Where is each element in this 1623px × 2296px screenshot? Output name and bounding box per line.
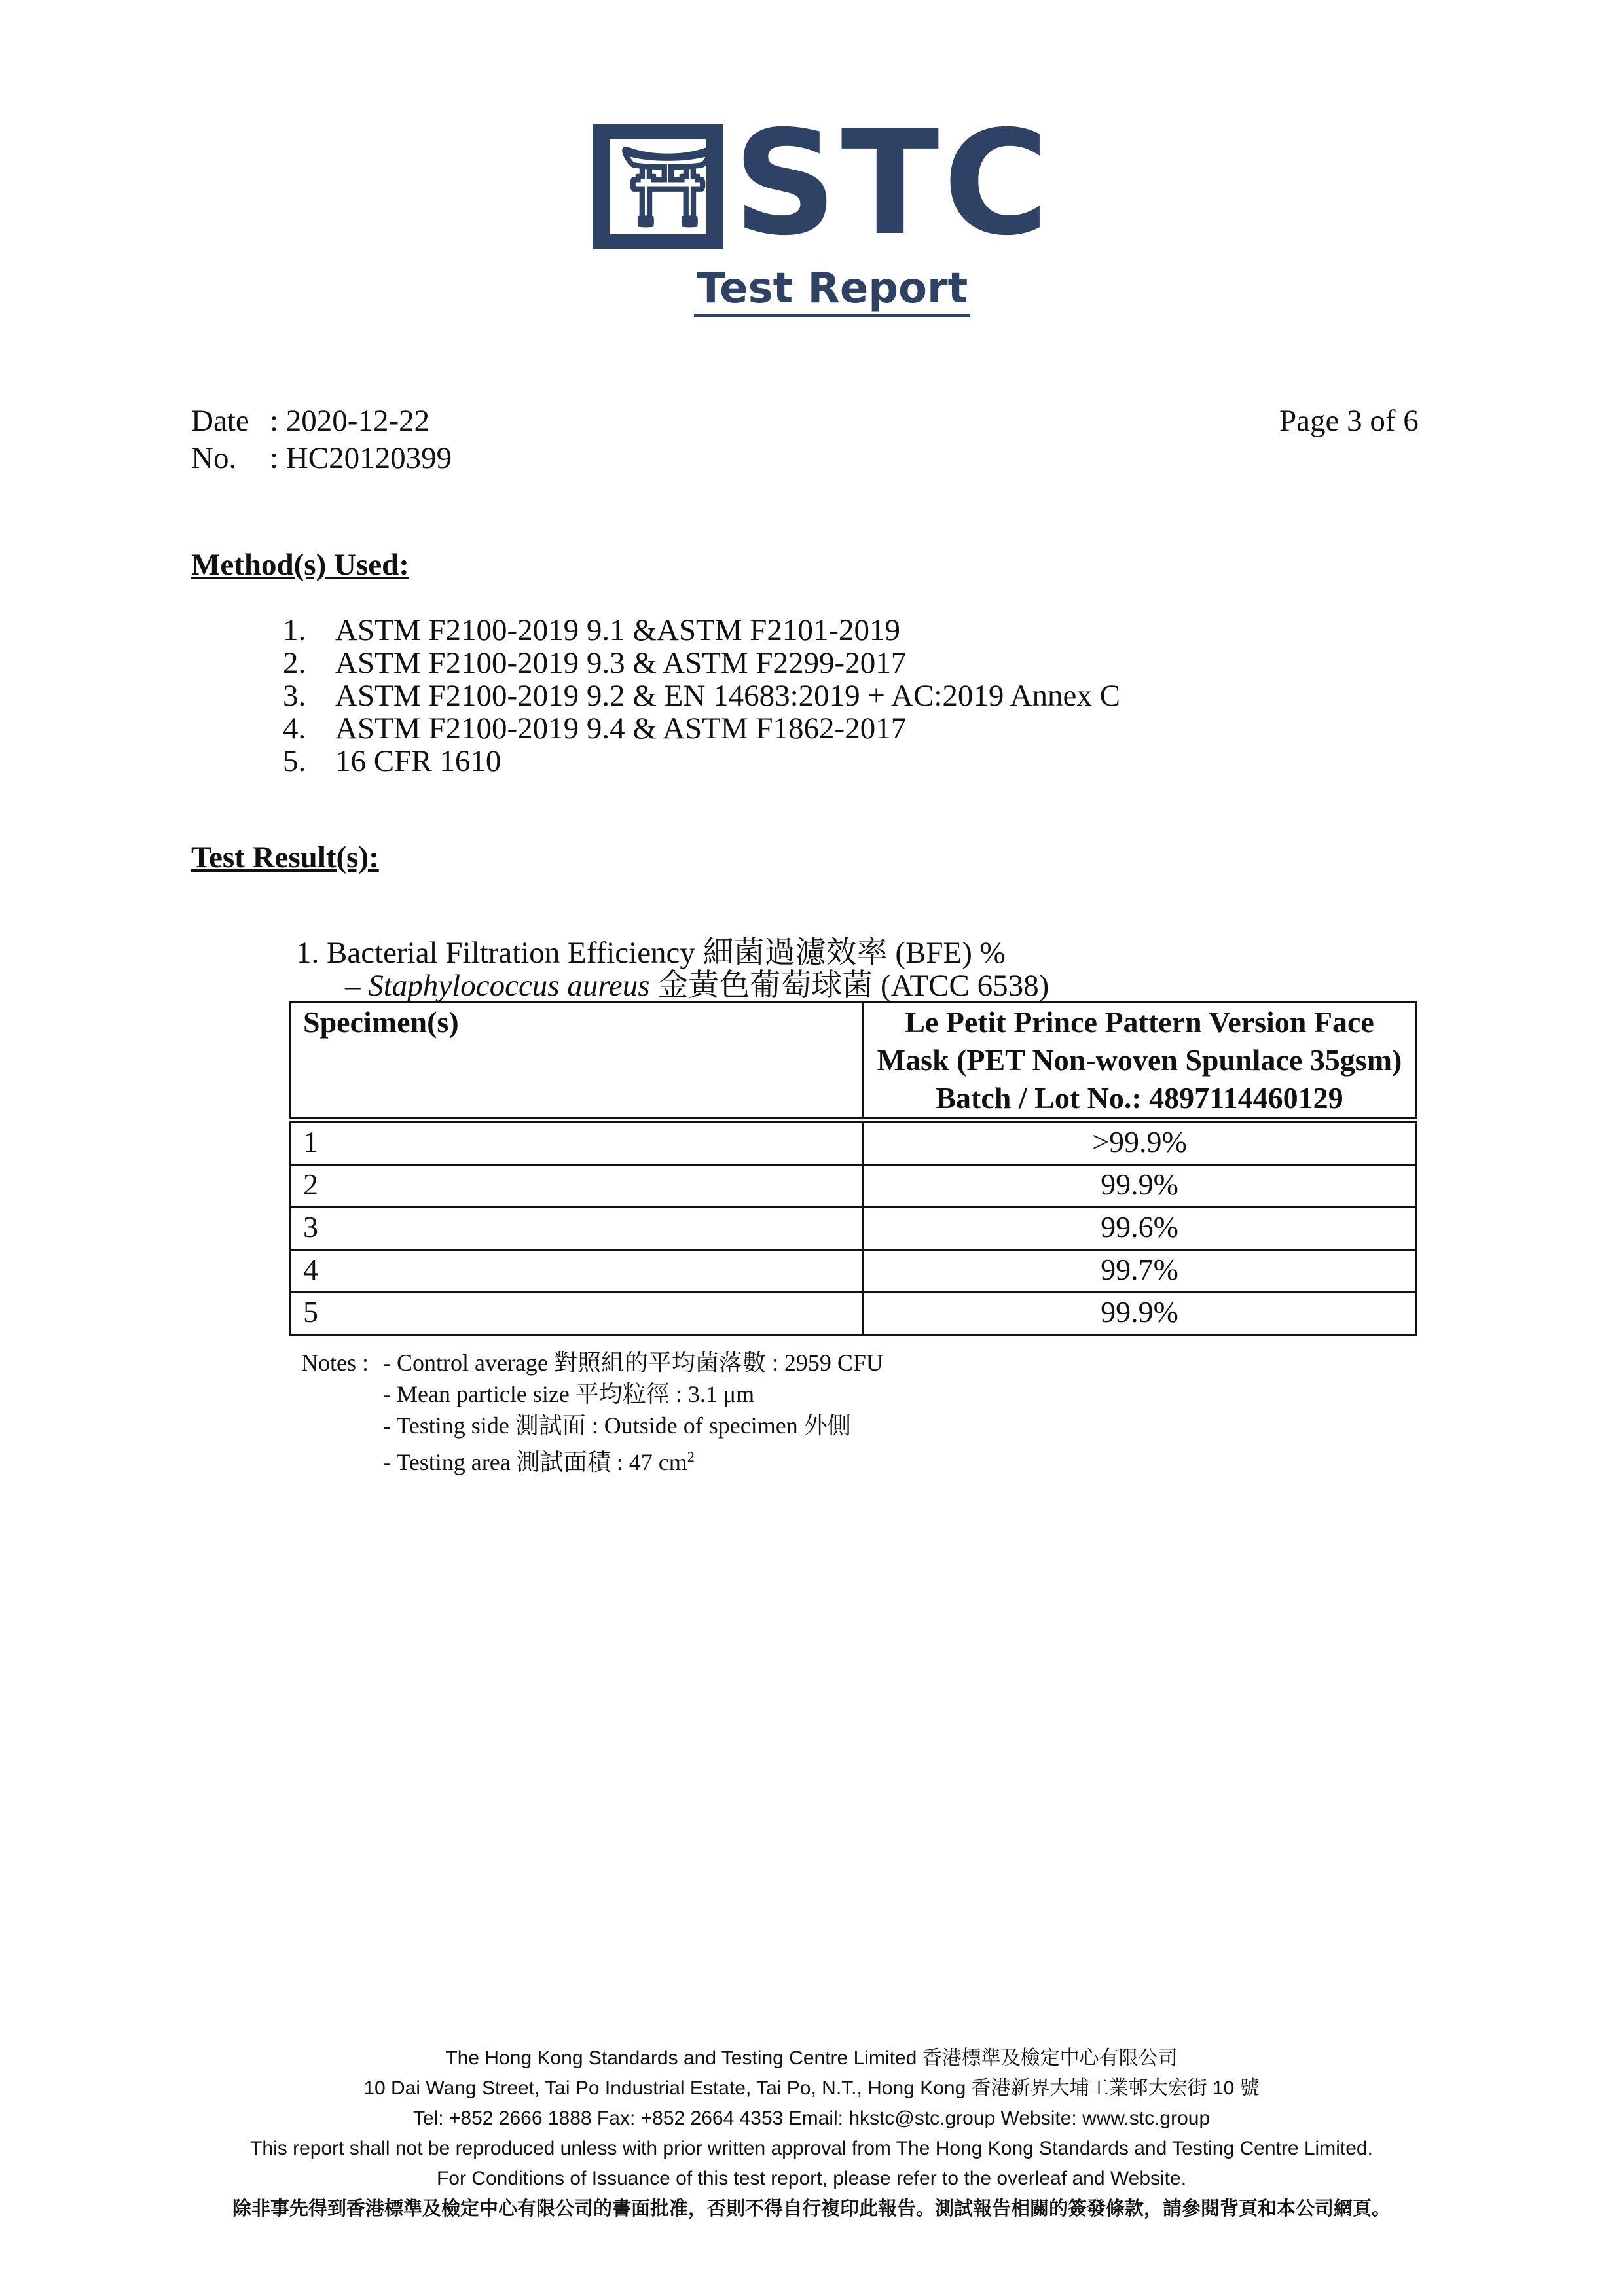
- list-item: 1. ASTM F2100-2019 9.1 &ASTM F2101-2019: [283, 613, 901, 647]
- table-row: [291, 1250, 1416, 1293]
- report-no-value: : HC20120399: [270, 441, 452, 475]
- report-no-label: No.: [191, 441, 237, 475]
- stc-logo: [593, 99, 1064, 324]
- methods-list: [283, 612, 1120, 780]
- specimen-cell: 4: [291, 1250, 864, 1293]
- test-organism: – Staphylococcus aureus 金黃色葡萄球菌 (ATCC 6538): [345, 969, 1049, 1003]
- list-item: 4. ASTM F2100-2019 9.4 & ASTM F1862-2017: [283, 711, 907, 745]
- specimen-cell: 2: [291, 1165, 864, 1208]
- footer-chinese-disclaimer: 除非事先得到香港標準及檢定中心有限公司的書面批准，否則不得自行複印此報告。測試報告相關的簽發條款，請參閱背頁和本公司網頁。: [232, 2198, 1391, 2219]
- note-particle-size: - Mean particle size 平均粒徑 : 3.1 μm: [383, 1381, 755, 1407]
- footer-disclaimer: This report shall not be reproduced unless with prior written approval from The Hong Kong Standards and Testing Centre Limited.: [250, 2138, 1373, 2159]
- bfe-value-cell: 99.6%: [864, 1208, 1416, 1250]
- list-item: 3. ASTM F2100-2019 9.2 & EN 14683:2019 + AC:2019 Annex C: [283, 679, 1120, 713]
- logo-subtitle: Test Report: [694, 264, 970, 317]
- note-testing-area: - Testing area 測試面積 : 47 $cm^2$: [383, 1448, 695, 1475]
- footer-address: 10 Dai Wang Street, Tai Po Industrial Estate, Tai Po, N.T., Hong Kong 香港新界大埔工業邨大宏街 10 號: [363, 2077, 1260, 2099]
- bfe-value-cell: 99.9%: [864, 1165, 1416, 1208]
- stc-emblem-icon: ⛩: [593, 124, 723, 249]
- notes-label: Notes :: [301, 1350, 369, 1376]
- date-label: Date: [191, 404, 249, 438]
- bfe-value-cell: 99.7%: [864, 1250, 1416, 1293]
- note-control-average: - Control average 對照組的平均菌落數 : 2959 CFU: [383, 1350, 883, 1376]
- footer-contact: Tel: +852 2666 1888 Fax: +852 2664 4353 Email: hkstc@stc.group Website: www.stc.group: [412, 2108, 1211, 2129]
- table-row: [291, 1165, 1416, 1208]
- methods-heading: Method(s) Used:: [191, 548, 409, 582]
- page-number: Page 3 of 6: [1279, 404, 1419, 438]
- footer-conditions: For Conditions of Issuance of this test report, please refer to the overleaf and Website.: [436, 2168, 1187, 2189]
- specimen-cell: 3: [291, 1208, 864, 1250]
- list-item: 5. 16 CFR 1610: [283, 744, 501, 778]
- sample-column-header: Le Petit Prince Pattern Version Face Mask (PET Non-woven Spunlace 35gsm) Batch / Lot No.: 4897114460129: [864, 1003, 1416, 1121]
- specimen-column-header: Specimen(s): [291, 1003, 864, 1121]
- table-row: [291, 1208, 1416, 1250]
- specimen-cell: 5: [291, 1293, 864, 1335]
- bfe-value-cell: 99.9%: [864, 1293, 1416, 1335]
- results-heading: Test Result(s):: [191, 840, 379, 874]
- specimen-cell: 1: [291, 1121, 864, 1165]
- notes-lines: [383, 1347, 883, 1478]
- bfe-value-cell: >99.9%: [864, 1121, 1416, 1165]
- table-row: [291, 1293, 1416, 1335]
- date-value: : 2020-12-22: [270, 404, 430, 438]
- list-item: 2. ASTM F2100-2019 9.3 & ASTM F2299-2017: [283, 646, 907, 680]
- note-testing-side: - Testing side 測試面 : Outside of specimen 外側: [383, 1412, 851, 1439]
- test-title: 1. Bacterial Filtration Efficiency 細菌過濾效率 (BFE) %: [296, 936, 1006, 970]
- table-header-row: [291, 1003, 1416, 1121]
- bfe-results-table: [289, 1001, 1417, 1336]
- footer-company: The Hong Kong Standards and Testing Centre Limited 香港標準及檢定中心有限公司: [445, 2047, 1178, 2069]
- table-row: [291, 1121, 1416, 1165]
- logo-brand: STC: [733, 99, 1053, 267]
